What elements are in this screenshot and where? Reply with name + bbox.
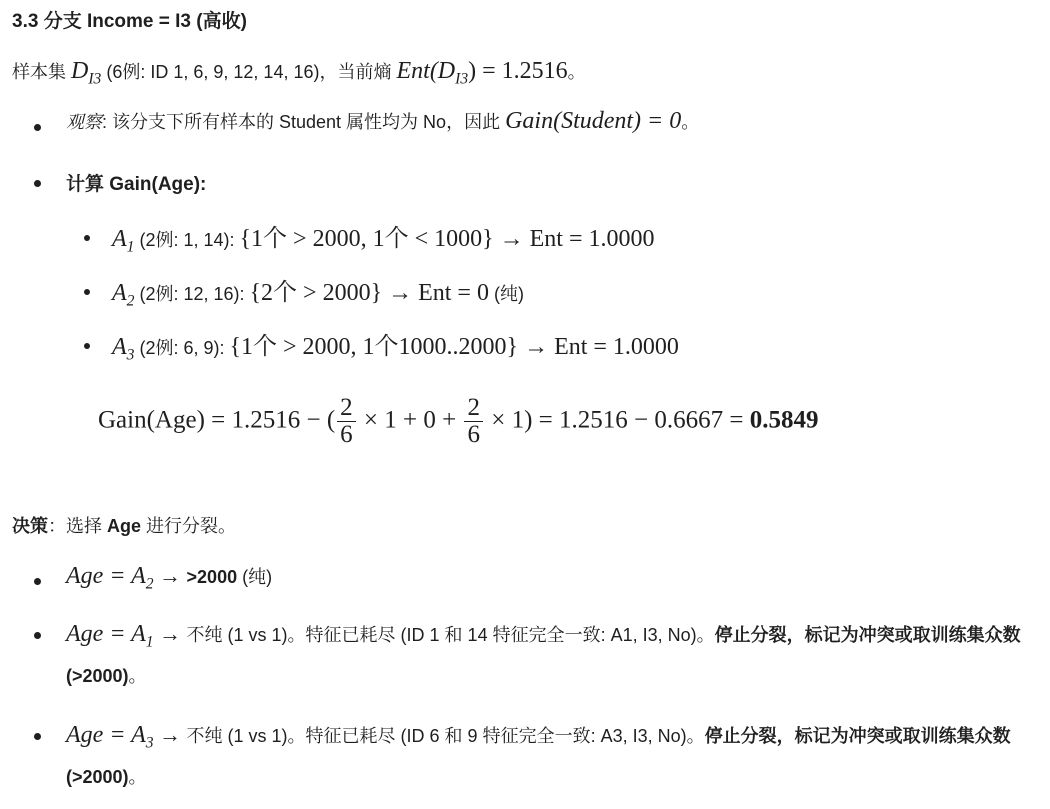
- sub-item-a3: $A_3$ (2例: 6, 9): {1个 > 2000, 1个1000..2000} → Ent = 1.0000: [112, 334, 679, 364]
- bullet-dot: [34, 733, 41, 740]
- gain-age-equation: Gain(Age) = 1.2516 − ( $\frac{2}{6}$ × 1 + 0 + $\frac{2}{6}$ × 1) = 1.2516 − 0.6667 = 0.5849: [98, 394, 819, 449]
- sub-bullet-dot: [84, 289, 90, 295]
- outcome-a1: Age = $A_1$ → 不纯 (1 vs 1)。特征已耗尽 (ID 1 和 14 特征完全一致: A1, I3, No)。停止分裂，标记为冲突或取训练集众数(>2000)。: [66, 621, 1021, 687]
- section-title: 3.3 分支 Income = I3 (高收): [12, 11, 247, 32]
- intro-samples: (6例: ID 1, 6, 9, 12, 14, 16)，当前熵: [101, 62, 397, 82]
- gain-student-expr: Gain(Student) = 0: [505, 108, 682, 134]
- intro-prefix: 样本集: [12, 62, 72, 82]
- sub-bullet-dot: [84, 343, 90, 349]
- gain-result: 0.5849: [749, 406, 819, 434]
- bullet-dot: [34, 632, 41, 639]
- observation-label: 观察: [66, 112, 102, 132]
- fraction: $\frac{2}{6}$: [464, 395, 483, 449]
- decision-label: 决策: [12, 516, 48, 536]
- sub-item-a1: $A_1$ (2例: 1, 14): {1个 > 2000, 1个 < 1000} → Ent = 1.0000: [112, 226, 655, 256]
- calc-heading: 计算 Gain(Age):: [66, 174, 207, 195]
- entropy-expression: $Ent(D_{I3}) = 1.2516$: [396, 58, 568, 88]
- outcome-a3: Age = $A_3$ → 不纯 (1 vs 1)。特征已耗尽 (ID 6 和 9 特征完全一致: A3, I3, No)。停止分裂，标记为冲突或取训练集众数(>2000)。: [66, 722, 1011, 788]
- decision-line: 决策：选择 Age 进行分裂。: [12, 516, 237, 536]
- sub-item-a2: $A_2$ (2例: 12, 16): {2个 > 2000} → Ent = 0 (纯): [112, 280, 524, 310]
- sub-bullet-dot: [84, 235, 90, 241]
- observation-item: 观察: 该分支下所有样本的 Student 属性均为 No，因此 Gain(Student) = 0。: [66, 108, 700, 134]
- fraction: $\frac{2}{6}$: [337, 395, 356, 449]
- bullet-dot: [34, 180, 41, 187]
- outcome-a2: Age = $A_2 \to >2000$ (纯): [66, 563, 273, 593]
- bullet-dot: [34, 578, 41, 585]
- intro-line: 样本集 $D_{I3}$ (6例: ID 1, 6, 9, 12, 14, 16)，当前熵 $Ent(D_{I3}) = 1.2516$。: [12, 58, 586, 88]
- bullet-dot: [34, 124, 41, 131]
- set-symbol: $D_{I3}$: [71, 58, 102, 88]
